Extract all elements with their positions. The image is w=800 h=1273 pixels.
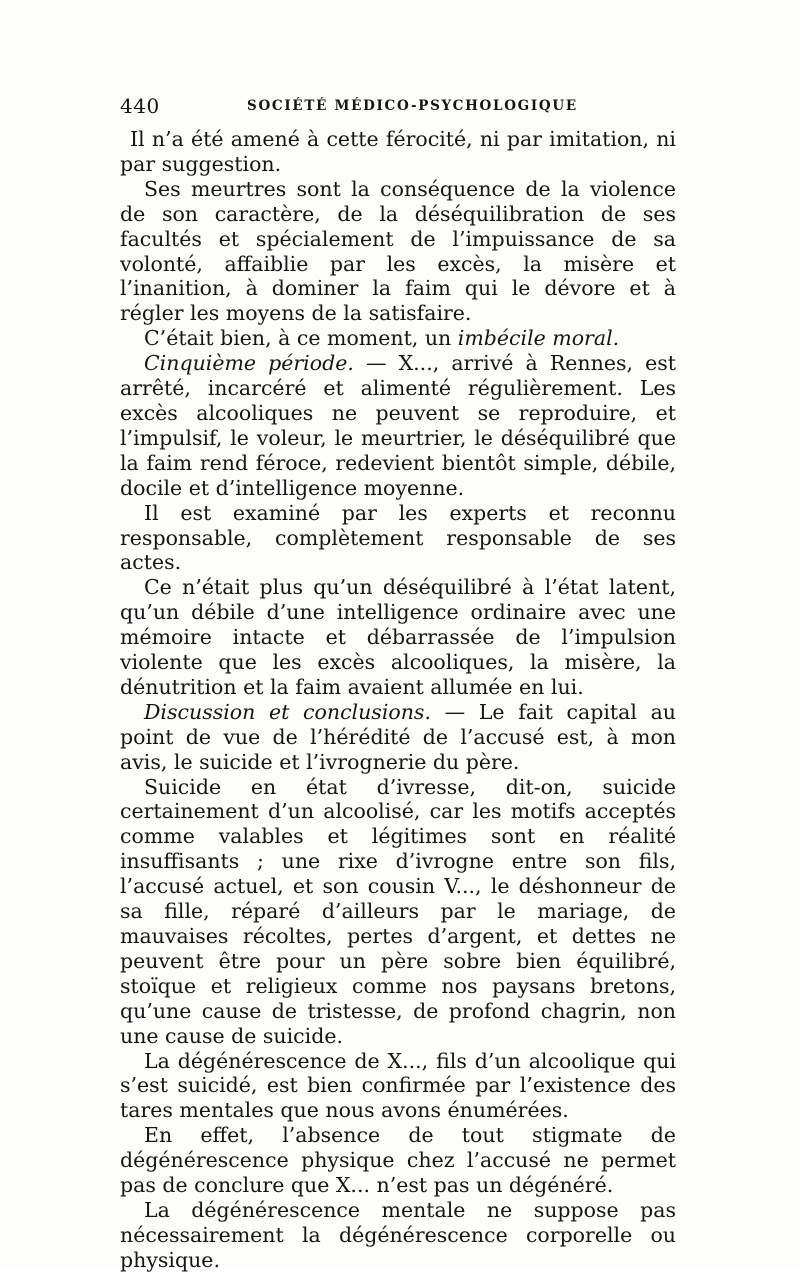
body-text <box>120 127 676 1273</box>
paragraph-desequilibre: Ce n’était plus qu’un déséquilibré à l’état latent, qu’un débile d’une intelligence ordinaire avec une mémoire intacte et débarrassée de l’impulsion violente que les excès alcooliques, la misère, la dénutrition et la faim avaient allumée en lui. <box>120 575 676 699</box>
italic-discussion-conclusions: Discussion et conclusions. <box>144 699 431 724</box>
paragraph-degenerescence: La dégénérescence de X..., fils d’un alcoolique qui s’est suicidé, est bien confirmée par l’existence des tares mentales que nous avons énumérées. <box>120 1048 676 1123</box>
paragraph-lead: C’était bien, à ce moment, un <box>144 326 458 351</box>
paragraph-imbecile-moral <box>120 326 676 351</box>
paragraph-meurtres: Ses meurtres sont la conséquence de la violence de son caractère, de la déséquilibration de ses facultés et spécialement de l’impuissance de sa volonté, affaiblie par les excès, la misère et l’inanition, à dominer la faim qui le dévore et à régler les moyens de la satisfaire. <box>120 176 676 326</box>
page-header <box>120 94 680 120</box>
paragraph-discussion <box>120 700 676 775</box>
paragraph-cinquieme-periode <box>120 351 676 500</box>
paragraph-tail: — X..., arrivé à Rennes, est arrêté, incarcéré et alimenté régulièrement. Les excès alcooliques ne peuvent se reproduire, et l’impulsif, le voleur, le meurtrier, le déséquilibré que la faim rend féroce, redevient bientôt simple, débile, docile et d’intelligence moyenne. <box>120 351 676 500</box>
italic-imbecile-moral: imbécile moral. <box>457 326 620 351</box>
paragraph-experts: Il est examiné par les experts et reconnu responsable, complètement responsable de ses actes. <box>120 500 676 575</box>
paragraph-degenerescence-mentale: La dégénérescence mentale ne suppose pas nécessairement la dégénérescence corporelle ou physique. <box>120 1197 676 1272</box>
paragraph-tail: — Le fait capital au point de vue de l’hérédité de l’accusé est, à mon avis, le suicide et l’ivrognerie du père. <box>120 699 676 774</box>
page-number: 440 <box>120 94 160 118</box>
paragraph-suicide: Suicide en état d’ivresse, dit-on, suicide certainement d’un alcoolisé, car les motifs acceptés comme valables et légitimes sont en réalité insuffisants ; une rixe d’ivrogne entre son fils, l’accusé actuel, et son cousin V..., le déshonneur de sa fille, réparé d’ailleurs par le mariage, de mauvaises récoltes, pertes d’argent, et dettes ne peuvent être pour un père sobre bien équilibré, stoïque et religieux comme nos paysans bretons, qu’une cause de tristesse, de profond chagrin, non une cause de suicide. <box>120 774 676 1048</box>
italic-cinquieme-periode: Cinquième période. <box>144 351 354 376</box>
paragraph-stigmate: En effet, l’absence de tout stigmate de dégénérescence physique chez l’accusé ne permet pas de conclure que X... n’est pas un dégénéré. <box>120 1123 676 1198</box>
paragraph-ferocite: Il n’a été amené à cette férocité, ni par imitation, ni par suggestion. <box>120 127 676 176</box>
running-head: SOCIÉTÉ MÉDICO-PSYCHOLOGIQUE <box>247 98 578 114</box>
